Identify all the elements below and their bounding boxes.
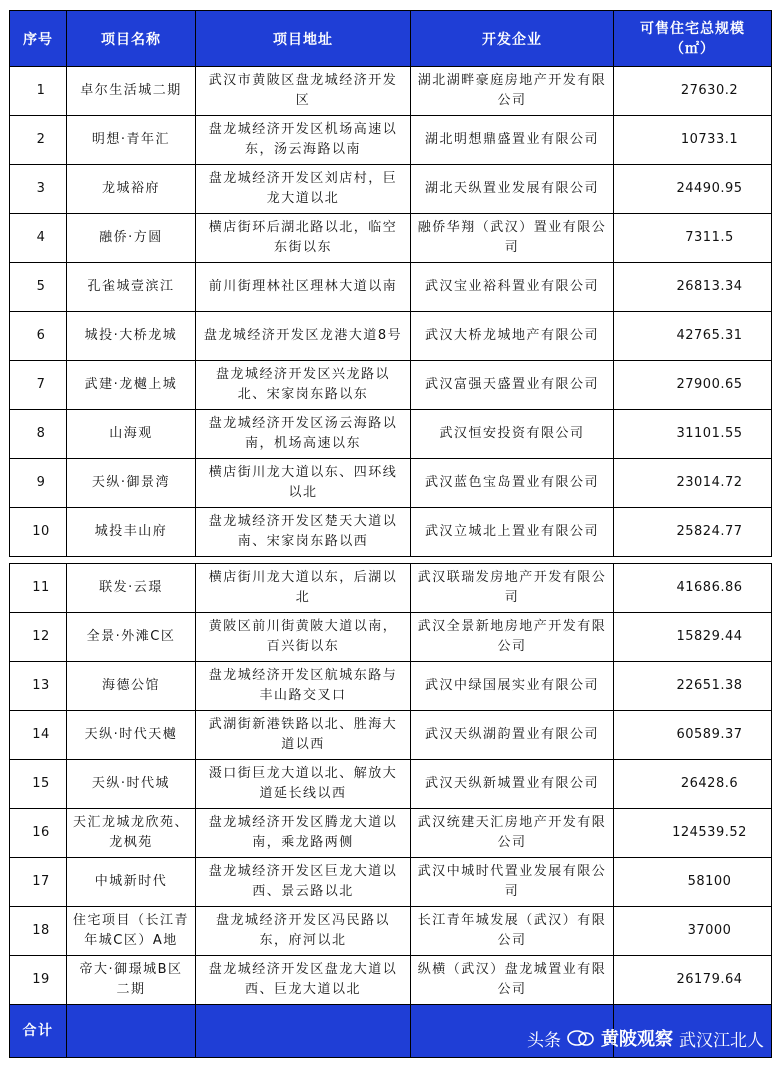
row-no: 18 bbox=[10, 907, 67, 956]
table-row bbox=[10, 361, 772, 410]
table-row bbox=[10, 613, 772, 662]
row-developer: 长江青年城发展（武汉）有限公司 bbox=[411, 907, 614, 956]
row-saleable-area: 27630.2 bbox=[614, 67, 772, 116]
row-no: 16 bbox=[10, 809, 67, 858]
table-row bbox=[10, 214, 772, 263]
gap-cell bbox=[196, 557, 411, 564]
row-no: 11 bbox=[10, 564, 67, 613]
row-developer: 湖北天纵置业发展有限公司 bbox=[411, 165, 614, 214]
row-developer: 融侨华翔（武汉）置业有限公司 bbox=[411, 214, 614, 263]
row-project-address: 盘龙城经济开发区巨龙大道以西、景云路以北 bbox=[196, 858, 411, 907]
table-row bbox=[10, 564, 772, 613]
chat-bubble-icon bbox=[567, 1029, 595, 1047]
row-project-address: 武湖街新港铁路以北、胜海大道以西 bbox=[196, 711, 411, 760]
row-project-name: 武建·龙樾上城 bbox=[67, 361, 196, 410]
row-saleable-area: 124539.52 bbox=[614, 809, 772, 858]
total-empty-cell bbox=[196, 1005, 411, 1058]
row-saleable-area: 22651.38 bbox=[614, 662, 772, 711]
table-row bbox=[10, 662, 772, 711]
row-project-address: 盘龙城经济开发区龙港大道8号 bbox=[196, 312, 411, 361]
row-project-address: 盘龙城经济开发区机场高速以东，汤云海路以南 bbox=[196, 116, 411, 165]
table-row bbox=[10, 858, 772, 907]
header-no: 序号 bbox=[10, 11, 67, 67]
table-row bbox=[10, 907, 772, 956]
table-row bbox=[10, 263, 772, 312]
row-project-name: 中城新时代 bbox=[67, 858, 196, 907]
row-project-name: 天纵·御景湾 bbox=[67, 459, 196, 508]
row-project-name: 龙城裕府 bbox=[67, 165, 196, 214]
header-developer: 开发企业 bbox=[411, 11, 614, 67]
watermark-suffix: 武汉江北人 bbox=[679, 1030, 764, 1051]
row-saleable-area: 60589.37 bbox=[614, 711, 772, 760]
gap-cell bbox=[10, 557, 67, 564]
row-developer: 湖北湖畔豪庭房地产开发有限公司 bbox=[411, 67, 614, 116]
row-project-name: 全景·外滩C区 bbox=[67, 613, 196, 662]
table-row bbox=[10, 459, 772, 508]
header-project-address: 项目地址 bbox=[196, 11, 411, 67]
row-no: 6 bbox=[10, 312, 67, 361]
table-row bbox=[10, 312, 772, 361]
total-empty-cell bbox=[67, 1005, 196, 1058]
row-no: 9 bbox=[10, 459, 67, 508]
row-project-name: 城投丰山府 bbox=[67, 508, 196, 557]
row-project-address: 滠口街巨龙大道以北、解放大道延长线以西 bbox=[196, 760, 411, 809]
row-project-name: 天汇龙城龙欣苑、龙枫苑 bbox=[67, 809, 196, 858]
row-project-address: 盘龙城经济开发区刘店村，巨龙大道以北 bbox=[196, 165, 411, 214]
row-developer: 武汉统建天汇房地产开发有限公司 bbox=[411, 809, 614, 858]
row-no: 8 bbox=[10, 410, 67, 459]
table-row bbox=[10, 410, 772, 459]
gap-cell bbox=[411, 557, 614, 564]
row-project-address: 横店街川龙大道以东，后湖以北 bbox=[196, 564, 411, 613]
row-developer: 武汉蓝色宝岛置业有限公司 bbox=[411, 459, 614, 508]
row-project-name: 联发·云璟 bbox=[67, 564, 196, 613]
row-saleable-area: 15829.44 bbox=[614, 613, 772, 662]
row-developer: 武汉天纵湖韵置业有限公司 bbox=[411, 711, 614, 760]
row-project-name: 海德公馆 bbox=[67, 662, 196, 711]
row-saleable-area: 58100 bbox=[614, 858, 772, 907]
row-no: 4 bbox=[10, 214, 67, 263]
row-project-name: 天纵·时代天樾 bbox=[67, 711, 196, 760]
row-no: 7 bbox=[10, 361, 67, 410]
row-saleable-area: 7311.5 bbox=[614, 214, 772, 263]
row-gap bbox=[10, 557, 772, 564]
row-saleable-area: 31101.55 bbox=[614, 410, 772, 459]
row-saleable-area: 26428.6 bbox=[614, 760, 772, 809]
row-no: 13 bbox=[10, 662, 67, 711]
row-no: 19 bbox=[10, 956, 67, 1005]
table-row bbox=[10, 508, 772, 557]
row-project-name: 融侨·方圆 bbox=[67, 214, 196, 263]
row-developer: 武汉中绿国展实业有限公司 bbox=[411, 662, 614, 711]
row-project-address: 盘龙城经济开发区航城东路与丰山路交叉口 bbox=[196, 662, 411, 711]
row-developer: 武汉全景新地房地产开发有限公司 bbox=[411, 613, 614, 662]
row-no: 17 bbox=[10, 858, 67, 907]
header-project-name: 项目名称 bbox=[67, 11, 196, 67]
table-row bbox=[10, 809, 772, 858]
watermark bbox=[527, 1025, 764, 1051]
row-project-name: 卓尔生活城二期 bbox=[67, 67, 196, 116]
row-developer: 武汉联瑞发房地产开发有限公司 bbox=[411, 564, 614, 613]
row-project-name: 天纵·时代城 bbox=[67, 760, 196, 809]
row-no: 1 bbox=[10, 67, 67, 116]
row-developer: 武汉中城时代置业发展有限公司 bbox=[411, 858, 614, 907]
row-project-address: 前川街理林社区理林大道以南 bbox=[196, 263, 411, 312]
row-project-name: 山海观 bbox=[67, 410, 196, 459]
row-project-name: 帝大·御璟城B区二期 bbox=[67, 956, 196, 1005]
table-row bbox=[10, 956, 772, 1005]
housing-supply-table bbox=[9, 10, 772, 1058]
row-saleable-area: 27900.65 bbox=[614, 361, 772, 410]
table-row bbox=[10, 116, 772, 165]
table-row bbox=[10, 165, 772, 214]
row-project-name: 明想·青年汇 bbox=[67, 116, 196, 165]
row-project-address: 盘龙城经济开发区腾龙大道以南，乘龙路两侧 bbox=[196, 809, 411, 858]
housing-supply-table-sheet bbox=[9, 10, 771, 1058]
row-no: 5 bbox=[10, 263, 67, 312]
row-project-address: 盘龙城经济开发区汤云海路以南，机场高速以东 bbox=[196, 410, 411, 459]
row-project-address: 横店街环后湖北路以北，临空东街以东 bbox=[196, 214, 411, 263]
row-saleable-area: 42765.31 bbox=[614, 312, 772, 361]
row-project-address: 盘龙城经济开发区盘龙大道以西、巨龙大道以北 bbox=[196, 956, 411, 1005]
row-saleable-area: 41686.86 bbox=[614, 564, 772, 613]
row-project-address: 武汉市黄陂区盘龙城经济开发区 bbox=[196, 67, 411, 116]
table-row bbox=[10, 711, 772, 760]
row-developer: 纵横（武汉）盘龙城置业有限公司 bbox=[411, 956, 614, 1005]
row-saleable-area: 25824.77 bbox=[614, 508, 772, 557]
row-project-name: 城投·大桥龙城 bbox=[67, 312, 196, 361]
row-developer: 武汉恒安投资有限公司 bbox=[411, 410, 614, 459]
row-no: 3 bbox=[10, 165, 67, 214]
row-developer: 武汉大桥龙城地产有限公司 bbox=[411, 312, 614, 361]
row-saleable-area: 37000 bbox=[614, 907, 772, 956]
table-row bbox=[10, 760, 772, 809]
row-no: 10 bbox=[10, 508, 67, 557]
row-no: 15 bbox=[10, 760, 67, 809]
row-project-name: 住宅项目（长江青年城C区）A地 bbox=[67, 907, 196, 956]
row-developer: 湖北明想鼎盛置业有限公司 bbox=[411, 116, 614, 165]
row-saleable-area: 10733.1 bbox=[614, 116, 772, 165]
row-project-name: 孔雀城壹滨江 bbox=[67, 263, 196, 312]
row-developer: 武汉宝业裕科置业有限公司 bbox=[411, 263, 614, 312]
gap-cell bbox=[614, 557, 772, 564]
row-project-address: 盘龙城经济开发区楚天大道以南、宋家岗东路以西 bbox=[196, 508, 411, 557]
row-no: 2 bbox=[10, 116, 67, 165]
watermark-prefix: 头条 bbox=[527, 1030, 561, 1051]
row-project-address: 盘龙城经济开发区冯民路以东，府河以北 bbox=[196, 907, 411, 956]
row-developer: 武汉立城北上置业有限公司 bbox=[411, 508, 614, 557]
row-saleable-area: 26813.34 bbox=[614, 263, 772, 312]
table-header-row bbox=[10, 11, 772, 67]
total-label: 合计 bbox=[10, 1005, 67, 1058]
row-project-address: 黄陂区前川街黄陂大道以南，百兴街以东 bbox=[196, 613, 411, 662]
table-row bbox=[10, 67, 772, 116]
row-project-address: 盘龙城经济开发区兴龙路以北、宋家岗东路以东 bbox=[196, 361, 411, 410]
row-developer: 武汉富强天盛置业有限公司 bbox=[411, 361, 614, 410]
header-saleable-area: 可售住宅总规模 （㎡） bbox=[614, 11, 772, 67]
gap-cell bbox=[67, 557, 196, 564]
row-saleable-area: 24490.95 bbox=[614, 165, 772, 214]
table-body bbox=[10, 67, 772, 1058]
row-saleable-area: 26179.64 bbox=[614, 956, 772, 1005]
row-developer: 武汉天纵新城置业有限公司 bbox=[411, 760, 614, 809]
row-no: 14 bbox=[10, 711, 67, 760]
row-no: 12 bbox=[10, 613, 67, 662]
row-saleable-area: 23014.72 bbox=[614, 459, 772, 508]
row-project-address: 横店街川龙大道以东、四环线以北 bbox=[196, 459, 411, 508]
watermark-brand: 黄陂观察 bbox=[601, 1029, 673, 1050]
